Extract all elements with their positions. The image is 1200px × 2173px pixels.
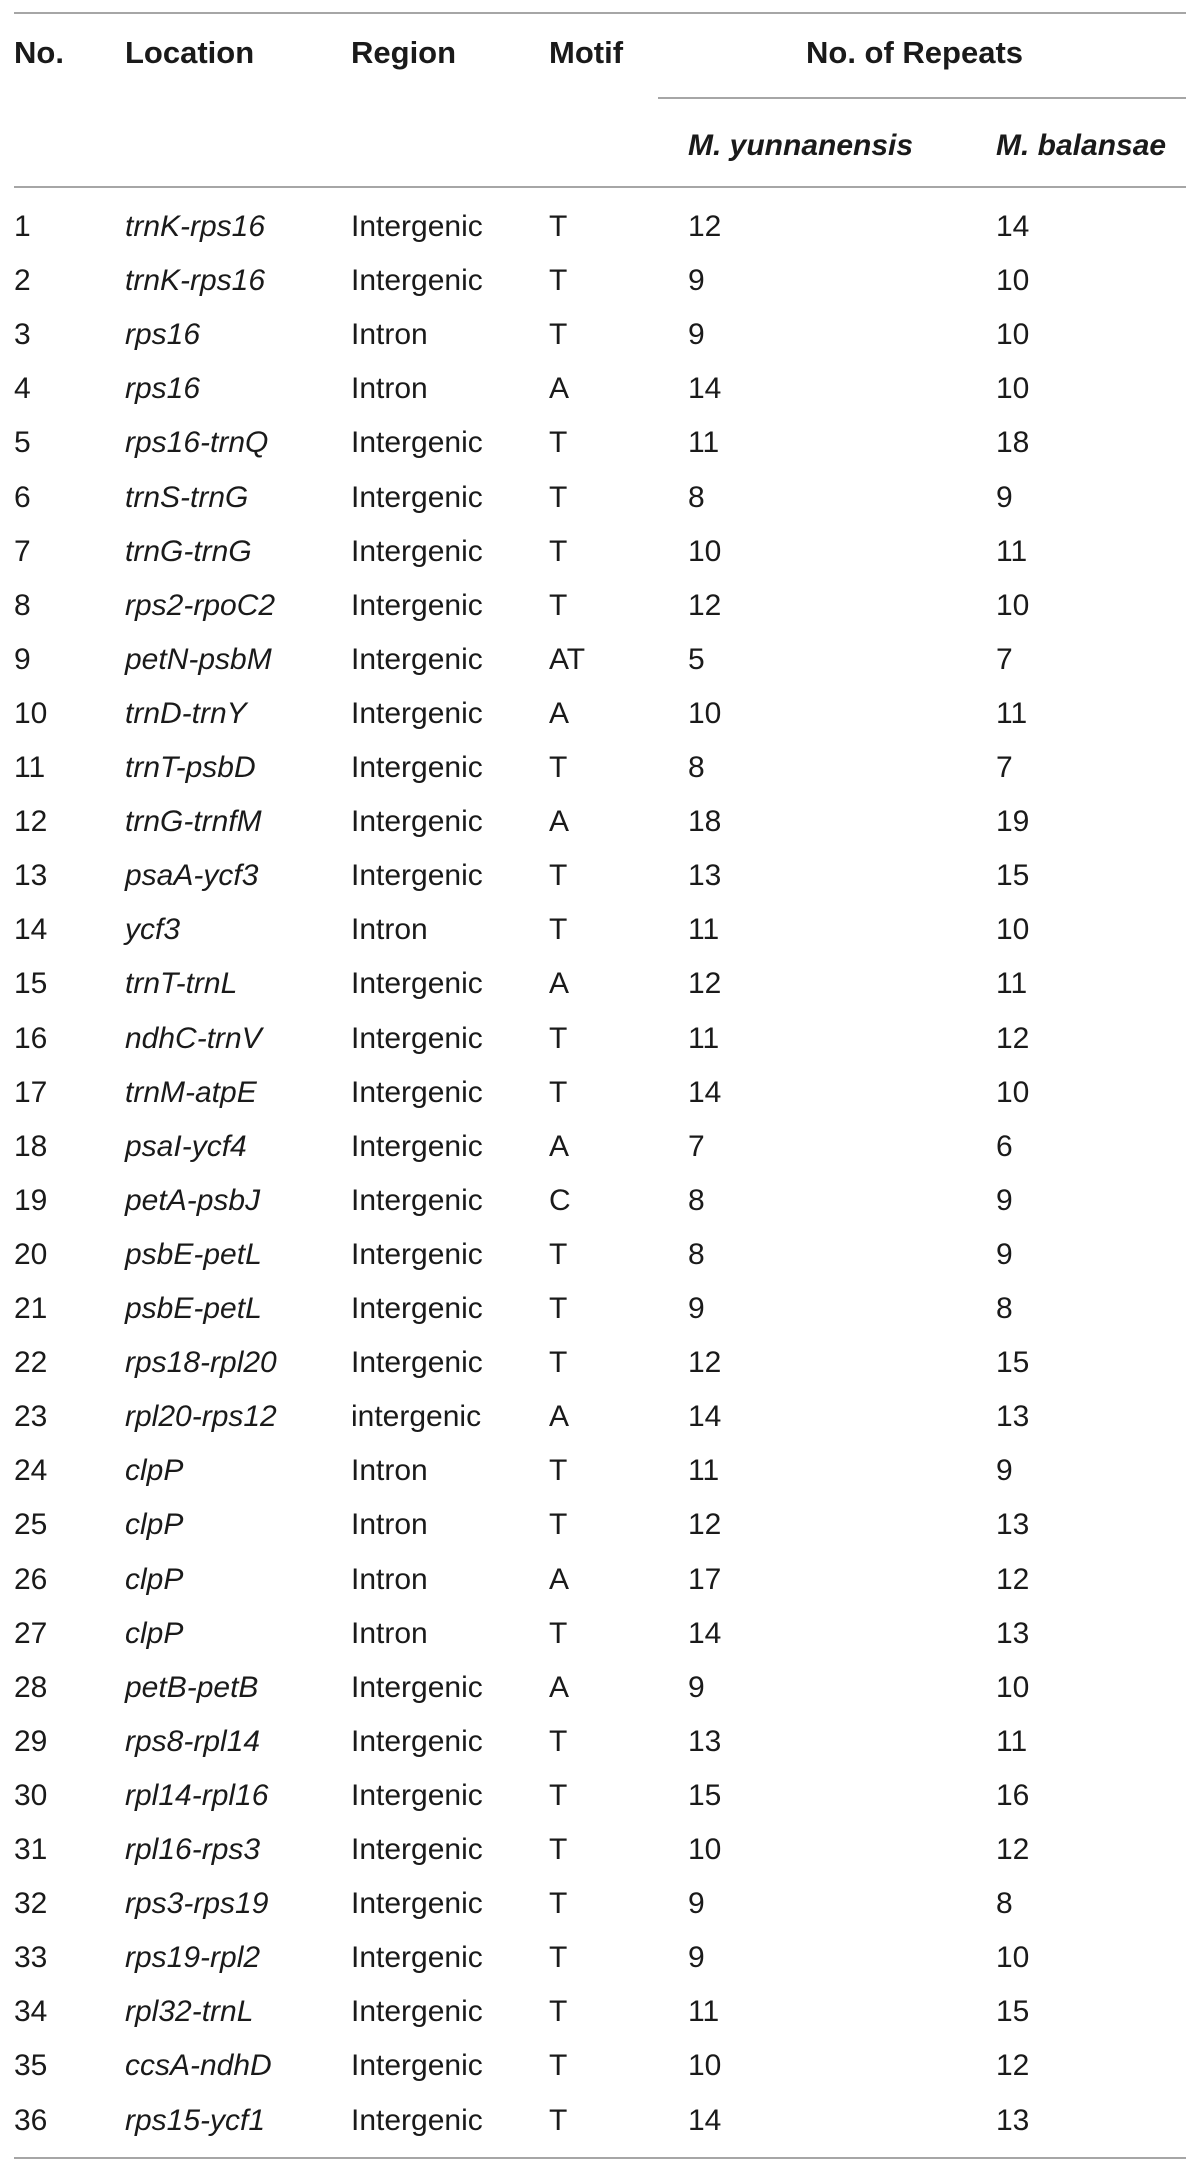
cell-no: 26 (14, 1562, 48, 1596)
cell-balansae: 12 (996, 1833, 1030, 1866)
cell-region: Intergenic (351, 1075, 483, 1109)
cell-yunnanensis: 9 (688, 318, 705, 352)
cell-balansae: 10 (996, 264, 1030, 298)
cell-region: Intron (351, 1562, 428, 1596)
cell-motif: A (549, 372, 570, 406)
cell-region: Intergenic (351, 2049, 483, 2083)
cell-yunnanensis: 10 (688, 696, 722, 730)
cell-region: Intergenic (351, 696, 483, 730)
header-region: Region (351, 35, 457, 70)
cell-balansae: 13 (996, 2103, 1030, 2137)
cell-region: Intergenic (351, 1129, 483, 1163)
cell-motif: A (549, 1129, 570, 1163)
cell-motif: T (549, 1508, 568, 1542)
cell-region: Intergenic (351, 1021, 483, 1055)
header-repeats-group: No. of Repeats (806, 35, 1024, 70)
table-row (0, 200, 1200, 254)
cell-no: 28 (14, 1670, 48, 1704)
cell-yunnanensis: 11 (688, 1454, 720, 1488)
cell-no: 32 (14, 1887, 48, 1921)
cell-no: 17 (14, 1075, 48, 1109)
cell-region: Intergenic (351, 751, 483, 784)
cell-yunnanensis: 10 (688, 534, 722, 568)
cell-no: 36 (14, 2103, 48, 2137)
cell-no: 7 (14, 534, 31, 568)
cell-region: Intron (351, 1508, 428, 1542)
cell-no: 21 (14, 1292, 48, 1325)
cell-no: 33 (14, 1941, 48, 1975)
table-row (0, 1931, 1200, 1985)
cell-location: clpP (125, 1562, 184, 1596)
cell-no: 30 (14, 1778, 48, 1812)
table-row (0, 362, 1200, 416)
cell-location: rps19-rpl2 (125, 1941, 261, 1975)
table-row (0, 254, 1200, 308)
table-row (0, 1823, 1200, 1877)
cell-region: Intron (351, 1454, 428, 1488)
cell-location: trnM-atpE (125, 1075, 257, 1109)
table-row (0, 903, 1200, 957)
cell-location: psbE-petL (125, 1292, 262, 1325)
cell-region: Intron (351, 913, 428, 947)
table-row (0, 687, 1200, 741)
cell-balansae: 6 (996, 1129, 1013, 1163)
table-row (0, 1066, 1200, 1120)
cell-region: Intergenic (351, 1995, 483, 2029)
cell-location: psaA-ycf3 (125, 859, 259, 893)
cell-region: Intergenic (351, 805, 483, 839)
cell-yunnanensis: 12 (688, 1346, 722, 1380)
cell-motif: T (549, 859, 568, 893)
cell-balansae: 16 (996, 1778, 1030, 1812)
cell-balansae: 13 (996, 1616, 1030, 1650)
cell-motif: T (549, 588, 568, 622)
cell-region: Intergenic (351, 264, 483, 298)
cell-yunnanensis: 9 (688, 1887, 705, 1921)
cell-balansae: 8 (996, 1887, 1013, 1921)
table-row (0, 1120, 1200, 1174)
cell-motif: A (549, 1670, 570, 1704)
cell-balansae: 7 (996, 642, 1013, 676)
cell-motif: T (549, 2103, 568, 2137)
cell-yunnanensis: 12 (688, 588, 722, 622)
table-row (0, 1877, 1200, 1931)
cell-motif: A (549, 805, 570, 839)
cell-no: 18 (14, 1129, 48, 1163)
table-top-rule (14, 12, 1186, 14)
cell-motif: AT (549, 642, 586, 676)
cell-balansae: 12 (996, 2049, 1030, 2083)
table-row (0, 1985, 1200, 2039)
cell-location: trnT-psbD (125, 751, 256, 784)
cell-balansae: 12 (996, 1562, 1030, 1596)
cell-yunnanensis: 8 (688, 751, 705, 784)
cell-location: rps15-ycf1 (125, 2103, 266, 2137)
table-row (0, 957, 1200, 1011)
cell-no: 29 (14, 1724, 48, 1758)
cell-motif: T (549, 534, 568, 568)
cell-motif: T (549, 1075, 568, 1109)
cell-motif: T (549, 1995, 568, 2029)
cell-location: rps16 (125, 372, 201, 406)
cell-location: psbE-petL (125, 1237, 262, 1271)
cell-motif: A (549, 696, 570, 730)
cell-yunnanensis: 14 (688, 1075, 722, 1109)
cell-no: 19 (14, 1183, 48, 1217)
cell-no: 9 (14, 642, 31, 676)
cell-motif: A (549, 1562, 570, 1596)
cell-balansae: 12 (996, 1021, 1030, 1055)
cell-motif: T (549, 913, 568, 947)
cell-balansae: 11 (996, 967, 1028, 1001)
cell-no: 5 (14, 426, 31, 460)
header-motif: Motif (549, 35, 624, 70)
cell-balansae: 10 (996, 913, 1030, 947)
cell-yunnanensis: 15 (688, 1778, 722, 1812)
cell-balansae: 10 (996, 588, 1030, 622)
cell-region: Intron (351, 372, 428, 406)
cell-region: Intergenic (351, 534, 483, 568)
cell-location: trnK-rps16 (125, 210, 266, 243)
cell-motif: T (549, 264, 568, 298)
table-row (0, 741, 1200, 795)
cell-no: 16 (14, 1021, 48, 1055)
cell-location: rps3-rps19 (125, 1887, 269, 1921)
cell-yunnanensis: 7 (688, 1129, 705, 1163)
cell-region: Intergenic (351, 1887, 483, 1921)
cell-region: intergenic (351, 1400, 482, 1434)
cell-location: clpP (125, 1616, 184, 1650)
cell-no: 8 (14, 588, 31, 622)
header-location: Location (125, 35, 255, 70)
cell-location: ndhC-trnV (125, 1021, 262, 1055)
cell-location: rps16-trnQ (125, 426, 269, 460)
cell-balansae: 15 (996, 1995, 1030, 2029)
cell-location: ccsA-ndhD (125, 2049, 272, 2083)
cell-no: 35 (14, 2049, 48, 2083)
cell-location: rps2-rpoC2 (125, 588, 276, 622)
cell-balansae: 10 (996, 372, 1030, 406)
table-row (0, 308, 1200, 362)
cell-region: Intron (351, 318, 428, 352)
cell-region: Intergenic (351, 642, 483, 676)
cell-motif: T (549, 426, 568, 460)
table-row (0, 1769, 1200, 1823)
cell-yunnanensis: 14 (688, 372, 722, 406)
cell-yunnanensis: 17 (688, 1562, 722, 1596)
cell-balansae: 8 (996, 1292, 1013, 1325)
cell-motif: T (549, 2049, 568, 2083)
cell-no: 1 (14, 210, 31, 243)
cell-yunnanensis: 12 (688, 1508, 722, 1542)
table-row (0, 1228, 1200, 1282)
cell-region: Intergenic (351, 210, 483, 243)
cell-yunnanensis: 14 (688, 2103, 722, 2137)
cell-motif: T (549, 1941, 568, 1975)
cell-location: trnG-trnG (125, 534, 252, 568)
cell-motif: T (549, 1454, 568, 1488)
cell-balansae: 15 (996, 1346, 1030, 1380)
cell-yunnanensis: 9 (688, 264, 705, 298)
cell-no: 25 (14, 1508, 48, 1542)
table-row (0, 1390, 1200, 1444)
table-row (0, 1661, 1200, 1715)
table-row (0, 1336, 1200, 1390)
cell-no: 6 (14, 480, 31, 514)
table-row (0, 1607, 1200, 1661)
cell-location: rpl32-trnL (125, 1995, 254, 2029)
table-row (0, 416, 1200, 470)
cell-region: Intergenic (351, 1724, 483, 1758)
header-bottom-rule (14, 186, 1186, 188)
cell-motif: T (549, 751, 568, 784)
cell-location: psaI-ycf4 (125, 1129, 247, 1163)
cell-location: rps8-rpl14 (125, 1724, 261, 1758)
cell-location: trnK-rps16 (125, 264, 266, 298)
cell-yunnanensis: 8 (688, 1183, 705, 1217)
cell-yunnanensis: 9 (688, 1941, 705, 1975)
cell-yunnanensis: 11 (688, 1995, 720, 2029)
cell-motif: T (549, 480, 568, 514)
cell-region: Intergenic (351, 1292, 483, 1325)
cell-balansae: 15 (996, 859, 1030, 893)
cell-motif: T (549, 1833, 568, 1866)
cell-region: Intergenic (351, 1670, 483, 1704)
cell-balansae: 10 (996, 1941, 1030, 1975)
cell-region: Intergenic (351, 1941, 483, 1975)
cell-balansae: 11 (996, 534, 1028, 568)
cell-yunnanensis: 10 (688, 1833, 722, 1866)
cell-location: rps16 (125, 318, 201, 352)
cell-no: 13 (14, 859, 48, 893)
table-bottom-rule (14, 2157, 1186, 2159)
cell-motif: A (549, 967, 570, 1001)
cell-no: 31 (14, 1833, 48, 1866)
cell-balansae: 9 (996, 1237, 1013, 1271)
table-row (0, 1715, 1200, 1769)
cell-balansae: 13 (996, 1400, 1030, 1434)
cell-balansae: 7 (996, 751, 1013, 784)
cell-region: Intergenic (351, 588, 483, 622)
cell-location: petN-psbM (125, 642, 272, 676)
cell-region: Intergenic (351, 426, 483, 460)
cell-yunnanensis: 5 (688, 642, 705, 676)
header-species-yunnanensis: M. yunnanensis (688, 129, 914, 162)
cell-motif: T (549, 1724, 568, 1758)
cell-location: rpl20-rps12 (125, 1400, 277, 1434)
header-species-balansae: M. balansae (996, 129, 1167, 162)
cell-balansae: 19 (996, 805, 1030, 839)
cell-region: Intergenic (351, 1237, 483, 1271)
table-row (0, 471, 1200, 525)
cell-location: rps18-rpl20 (125, 1346, 277, 1380)
cell-no: 11 (14, 751, 46, 784)
cell-no: 24 (14, 1454, 48, 1488)
cell-no: 4 (14, 372, 31, 406)
cell-balansae: 18 (996, 426, 1030, 460)
cell-yunnanensis: 14 (688, 1616, 722, 1650)
cell-location: clpP (125, 1454, 184, 1488)
cell-balansae: 10 (996, 1670, 1030, 1704)
cell-no: 2 (14, 264, 31, 298)
cell-location: rpl14-rpl16 (125, 1778, 269, 1812)
cell-motif: T (549, 318, 568, 352)
table-row (0, 1012, 1200, 1066)
cell-location: trnD-trnY (125, 696, 247, 730)
cell-motif: T (549, 1778, 568, 1812)
cell-location: clpP (125, 1508, 184, 1542)
cell-no: 10 (14, 696, 48, 730)
cell-yunnanensis: 12 (688, 967, 722, 1001)
table-row (0, 579, 1200, 633)
cell-region: Intergenic (351, 1346, 483, 1380)
group-header-rule (658, 97, 1186, 99)
cell-yunnanensis: 13 (688, 859, 722, 893)
cell-yunnanensis: 9 (688, 1670, 705, 1704)
cell-balansae: 13 (996, 1508, 1030, 1542)
cell-balansae: 9 (996, 1183, 1013, 1217)
cell-no: 15 (14, 967, 48, 1001)
cell-no: 14 (14, 913, 48, 947)
cell-location: trnS-trnG (125, 480, 249, 514)
cell-location: rpl16-rps3 (125, 1833, 261, 1866)
cell-balansae: 14 (996, 210, 1030, 243)
table-row (0, 2094, 1200, 2148)
cell-yunnanensis: 10 (688, 2049, 722, 2083)
cell-region: Intergenic (351, 480, 483, 514)
cell-region: Intergenic (351, 1778, 483, 1812)
cell-no: 23 (14, 1400, 48, 1434)
table-row (0, 1553, 1200, 1607)
cell-no: 22 (14, 1346, 48, 1380)
cell-balansae: 11 (996, 1724, 1028, 1758)
cell-yunnanensis: 11 (688, 1021, 720, 1055)
cell-yunnanensis: 11 (688, 913, 720, 947)
table-row (0, 795, 1200, 849)
cell-location: trnG-trnfM (125, 805, 262, 839)
cell-location: trnT-trnL (125, 967, 238, 1001)
cell-yunnanensis: 13 (688, 1724, 722, 1758)
cell-yunnanensis: 9 (688, 1292, 705, 1325)
header-no: No. (14, 35, 64, 70)
cell-region: Intergenic (351, 967, 483, 1001)
cell-no: 27 (14, 1616, 48, 1650)
table-row (0, 2039, 1200, 2093)
table-row (0, 849, 1200, 903)
cell-region: Intron (351, 1616, 428, 1650)
cell-location: petB-petB (125, 1670, 259, 1704)
cell-motif: A (549, 1400, 570, 1434)
cell-motif: T (549, 210, 568, 243)
cell-balansae: 10 (996, 318, 1030, 352)
cell-yunnanensis: 8 (688, 1237, 705, 1271)
cell-yunnanensis: 11 (688, 426, 720, 460)
cell-no: 12 (14, 805, 48, 839)
cell-motif: T (549, 1616, 568, 1650)
cell-region: Intergenic (351, 1833, 483, 1866)
cell-motif: T (549, 1292, 568, 1325)
table-row (0, 1174, 1200, 1228)
cell-yunnanensis: 18 (688, 805, 722, 839)
table-row (0, 1498, 1200, 1552)
cell-no: 34 (14, 1995, 48, 2029)
cell-location: ycf3 (125, 913, 181, 947)
cell-location: petA-psbJ (125, 1183, 261, 1217)
cell-motif: T (549, 1237, 568, 1271)
cell-yunnanensis: 8 (688, 480, 705, 514)
table-row (0, 633, 1200, 687)
cell-no: 3 (14, 318, 31, 352)
cell-yunnanensis: 14 (688, 1400, 722, 1434)
cell-balansae: 9 (996, 480, 1013, 514)
cell-balansae: 10 (996, 1075, 1030, 1109)
cell-region: Intergenic (351, 859, 483, 893)
table-row (0, 1444, 1200, 1498)
table-row (0, 1282, 1200, 1336)
cell-yunnanensis: 12 (688, 210, 722, 243)
cell-region: Intergenic (351, 1183, 483, 1217)
cell-balansae: 9 (996, 1454, 1013, 1488)
table-row (0, 525, 1200, 579)
cell-motif: T (549, 1887, 568, 1921)
cell-balansae: 11 (996, 696, 1028, 730)
cell-motif: C (549, 1183, 571, 1217)
cell-motif: T (549, 1021, 568, 1055)
cell-region: Intergenic (351, 2103, 483, 2137)
cell-no: 20 (14, 1237, 48, 1271)
cell-motif: T (549, 1346, 568, 1380)
